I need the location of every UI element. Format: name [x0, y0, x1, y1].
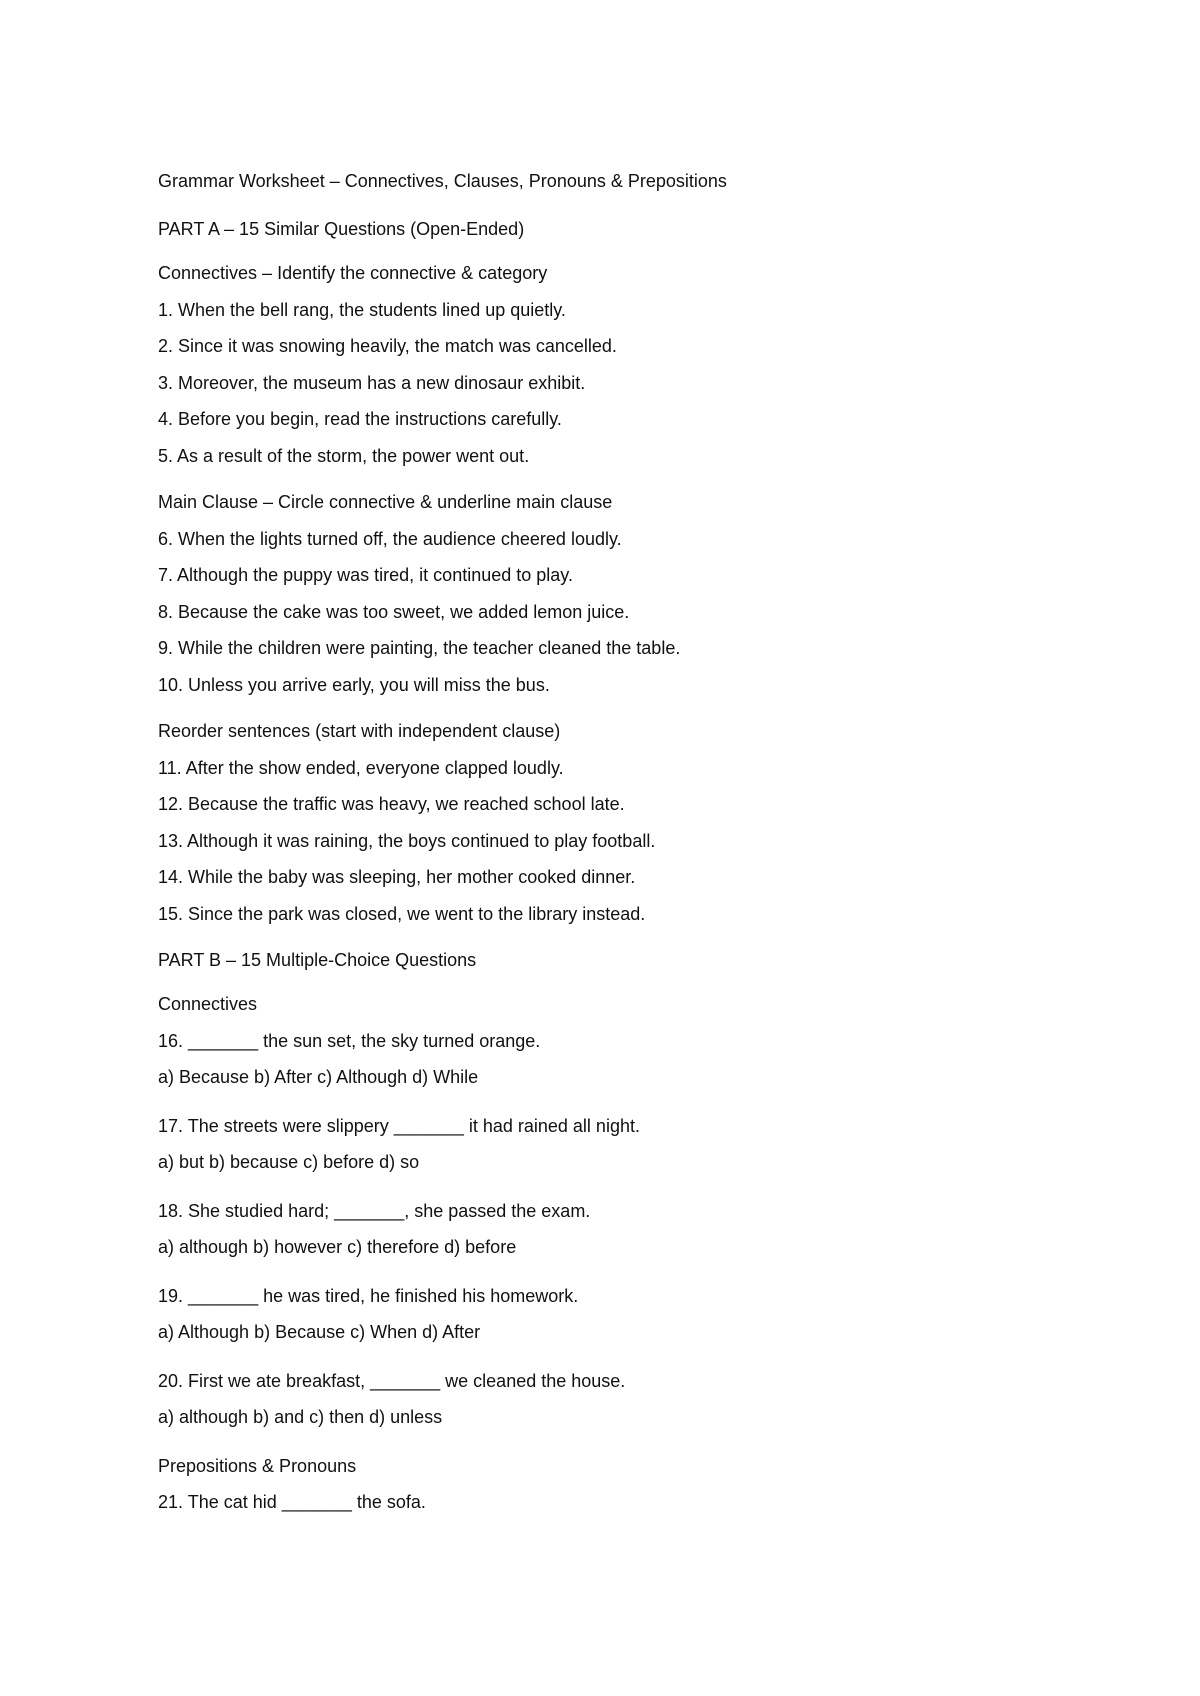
question-21: 21. The cat hid _______ the sofa. [158, 1492, 426, 1512]
question-11: 11. After the show ended, everyone clapped loudly. [158, 757, 564, 778]
section-heading-connectives: Connectives – Identify the connective & category [158, 263, 548, 283]
question-8: 8. Because the cake was too sweet, we added lemon juice. [158, 601, 630, 622]
question-4: 4. Before you begin, read the instructions carefully. [158, 409, 562, 429]
question-13: 13. Although it was raining, the boys continued to play football. [158, 830, 656, 851]
options-19: a) Although b) Because c) When d) After [158, 1322, 481, 1342]
question-7: 7. Although the puppy was tired, it continued to play. [158, 565, 573, 585]
question-16: 16. _______ the sun set, the sky turned orange. [158, 1030, 541, 1051]
worksheet-title: Grammar Worksheet – Connectives, Clauses, Pronouns & Prepositions [158, 171, 727, 191]
worksheet-page [158, 168, 1118, 1526]
question-9: 9. While the children were painting, the teacher cleaned the table. [158, 638, 681, 658]
question-17: 17. The streets were slippery _______ it had rained all night. [158, 1115, 640, 1136]
question-12: 12. Because the traffic was heavy, we reached school late. [158, 794, 625, 814]
section-heading-mc-connectives: Connectives [158, 994, 258, 1014]
options-16: a) Because b) After c) Although d) While [158, 1067, 479, 1087]
question-14: 14. While the baby was sleeping, her mother cooked dinner. [158, 867, 636, 887]
options-17: a) but b) because c) before d) so [158, 1152, 420, 1172]
question-10: 10. Unless you arrive early, you will miss the bus. [158, 674, 550, 695]
question-2: 2. Since it was snowing heavily, the match was cancelled. [158, 336, 617, 356]
part-a-heading: PART A – 15 Similar Questions (Open-Ended) [158, 219, 525, 239]
question-3: 3. Moreover, the museum has a new dinosaur exhibit. [158, 372, 586, 393]
section-heading-main-clause: Main Clause – Circle connective & underline main clause [158, 492, 613, 512]
question-15: 15. Since the park was closed, we went to the library instead. [158, 903, 646, 924]
question-19: 19. _______ he was tired, he finished his homework. [158, 1285, 579, 1306]
part-b-heading: PART B – 15 Multiple-Choice Questions [158, 950, 477, 970]
question-1: 1. When the bell rang, the students lined up quietly. [158, 299, 566, 320]
section-heading-prepositions-pronouns: Prepositions & Pronouns [158, 1455, 357, 1476]
section-heading-reorder: Reorder sentences (start with independent clause) [158, 721, 561, 741]
question-20: 20. First we ate breakfast, _______ we cleaned the house. [158, 1370, 626, 1391]
options-18: a) although b) however c) therefore d) before [158, 1237, 517, 1257]
options-20: a) although b) and c) then d) unless [158, 1407, 443, 1427]
question-18: 18. She studied hard; _______, she passed the exam. [158, 1200, 591, 1221]
question-6: 6. When the lights turned off, the audience cheered loudly. [158, 528, 622, 549]
question-5: 5. As a result of the storm, the power went out. [158, 445, 530, 466]
